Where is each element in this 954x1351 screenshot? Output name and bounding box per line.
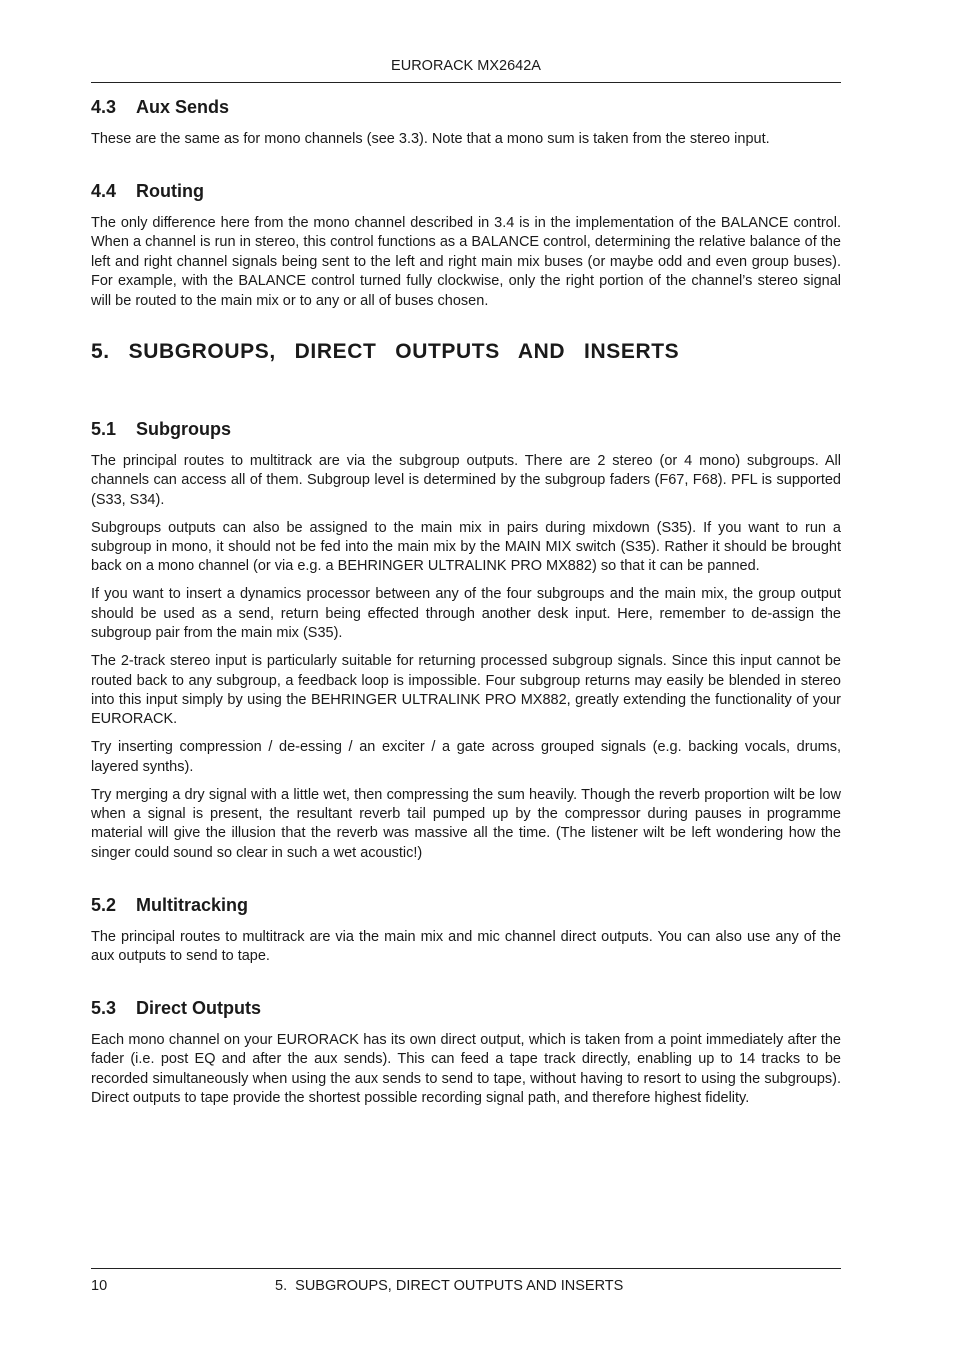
section-heading-4-4 [91,180,841,202]
section-title: Aux Sends [136,97,230,117]
paragraph: The principal routes to multitrack are via the subgroup outputs. There are 2 stereo (or 4 mono) subgroups. All channels can access all of them. Subgroup level is determined by the subgroup faders (F67, F68). PFL is supported (S33, S34). [91,452,841,508]
section-number: 5.2 [91,894,117,915]
section-heading-5-2 [91,894,841,916]
paragraph: Each mono channel on your EURORACK has its own direct output, which is taken from a point immediately after the fader (i.e. post EQ and after the aux sends). This can feed a tape track directly, enabling up to 14 tracks to be recorded simultaneously when using the aux sends to send to tape, without having to resort to using the subgroups). Direct outputs to tape provide the shortest possible recording signal path, and therefore highest fidelity. [91,1031,841,1107]
paragraph: If you want to insert a dynamics processor between any of the four subgroups and the main mix, the group output should be used as a send, return being effected through another desk input. Here, remember to de-assign the subgroup pair from the main mix (S35). [91,586,841,642]
section-title: Routing [136,180,204,201]
paragraph: Try merging a dry signal with a little wet, then compressing the sum heavily. Though the reverb proportion wilt be low when a signal is present, the resultant reverb tail pumped up by the compressor during pauses in programme material will give the illusion that the reverb was massive all the time. (The listener wilt be left wondering how the singer could sound so clear in such a wet acoustic!) [91,786,841,861]
section-heading-4-3 [91,96,841,118]
section-title: Subgroups [136,418,231,439]
paragraph: Try inserting compression / de-essing / an exciter / a gate across grouped signals (e.g. backing vocals, drums, layered synths). [91,739,841,775]
footer-section-title: 5. SUBGROUPS, DIRECT OUTPUTS AND INSERTS [275,1278,624,1294]
section-heading-5-1 [91,418,841,440]
running-header: EURORACK MX2642A [391,58,541,74]
header-divider [91,82,841,83]
section-title: Multitracking [136,894,249,915]
section-number: 5.1 [91,418,117,439]
paragraph: Subgroups outputs can also be assigned to the main mix in pairs during mixdown (S35). If you want to run a subgroup in mono, it should not be fed into the main mix by the MAIN MIX switch (S35). Rather it should be brought back on a mono channel (or via e.g. a BEHRINGER ULTRALINK PRO MX882) so that it can be panned. [91,519,841,575]
section-number: 4.3 [91,97,117,117]
paragraph: These are the same as for mono channels (see 3.3). Note that a mono sum is taken from the stereo input. [91,131,770,147]
section-heading-5-3 [91,997,841,1019]
footer-divider [91,1268,841,1269]
chapter-heading: 5. SUBGROUPS, DIRECT OUTPUTS AND INSERTS [91,339,680,363]
paragraph: The only difference here from the mono channel described in 3.4 is in the implementation of the BALANCE control. When a channel is run in stereo, this control functions as a BALANCE control, determining the relative balance of the left and right channel signals being sent to the left and right main mix buses (or maybe odd and even group buses). For example, with the BALANCE control turned fully clockwise, only the right portion of the channel’s stereo signal will be routed to the main mix or to any or all of buses chosen. [91,214,841,309]
paragraph: The principal routes to multitrack are via the main mix and mic channel direct outputs. You can also use any of the aux outputs to send to tape. [91,928,841,965]
section-number: 4.4 [91,180,117,201]
section-title: Direct Outputs [136,997,262,1018]
section-number: 5.3 [91,997,117,1018]
page-content [91,96,841,1117]
page-number: 10 [91,1278,108,1294]
document-page [91,0,841,1351]
paragraph: The 2-track stereo input is particularly suitable for returning processed subgroup signals. Since this input cannot be routed back to any subgroup, a feedback loop is impossible. Four subgroup returns may easily be blended in stereo into this input simply by using the BEHRINGER ULTRALINK PRO MX882, greatly extending the functionality of your EURORACK. [91,653,841,728]
